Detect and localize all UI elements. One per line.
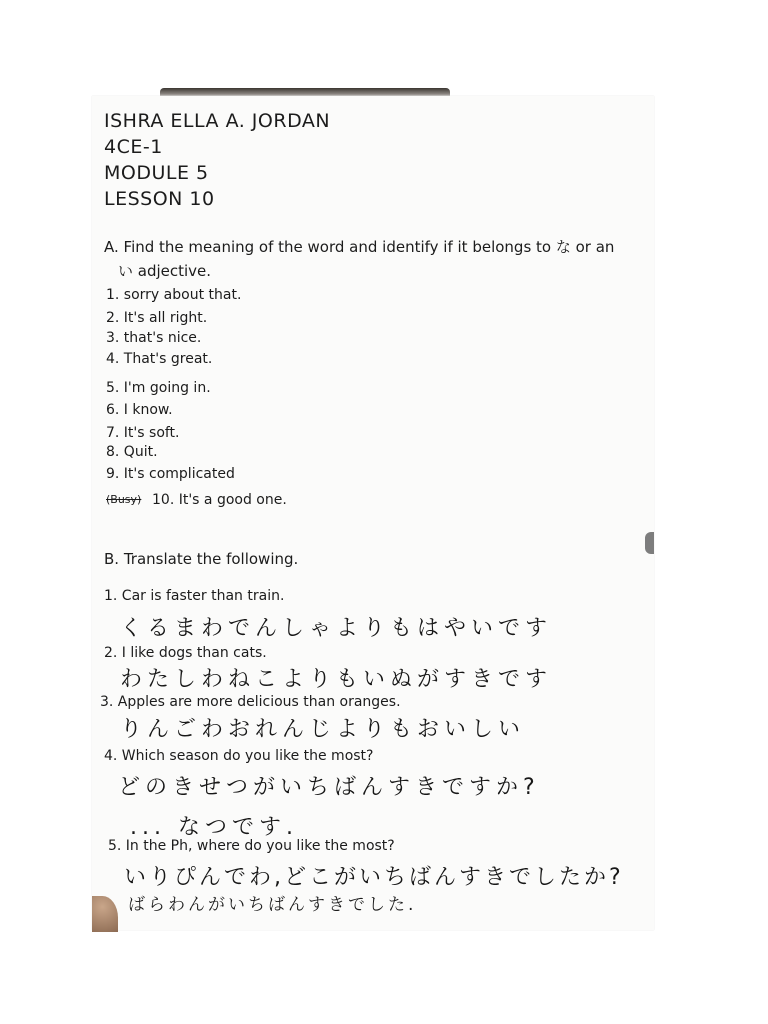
part-a-item-5: 5. I'm going in.	[106, 380, 211, 396]
part-b-answer-4: どのきせつがいちばんすきですか?	[118, 775, 540, 800]
part-b-answer-5-reply: ばらわんがいちばんすきでした.	[128, 895, 417, 915]
part-a-item-7: 7. It's soft.	[106, 425, 180, 441]
part-a-item-10-struck: (Busy)	[106, 493, 142, 506]
part-a-item-2: 2. It's all right.	[106, 310, 208, 326]
part-b-answer-1: くるまわでんしゃよりもはやいです	[120, 616, 553, 641]
page-edge-mark	[645, 532, 654, 554]
student-name: ISHRA ELLA A. JORDAN	[104, 110, 331, 132]
part-a-item-10: 10. It's a good one.	[152, 492, 287, 508]
part-b-answer-4-reply: ... なつです.	[130, 815, 298, 840]
part-b-answer-2: わたしわねこよりもいぬがすきです	[120, 667, 553, 692]
part-b-question-5: 5. In the Ph, where do you like the most?	[108, 838, 395, 854]
worksheet-page	[92, 96, 654, 930]
part-a-item-4: 4. That's great.	[106, 351, 213, 367]
part-b-answer-3: りんごわおれんじよりもおいしい	[120, 717, 526, 742]
part-b-question-1: 1. Car is faster than train.	[104, 588, 285, 604]
part-b-question-2: 2. I like dogs than cats.	[104, 645, 267, 661]
part-a-instruction-cont: い adjective.	[118, 262, 212, 280]
part-a-item-3: 3. that's nice.	[106, 330, 202, 346]
part-a-item-6: 6. I know.	[106, 402, 173, 418]
student-section: 4CE-1	[104, 136, 163, 158]
part-a-instruction: A. Find the meaning of the word and identify if it belongs to な or an	[104, 238, 615, 256]
part-b-question-4: 4. Which season do you like the most?	[104, 748, 374, 764]
part-a-item-9: 9. It's complicated	[106, 466, 235, 482]
module-label: MODULE 5	[104, 162, 209, 184]
part-b-instruction: B. Translate the following.	[104, 550, 299, 568]
part-a-item-1: 1. sorry about that.	[106, 287, 242, 303]
part-a-item-8: 8. Quit.	[106, 444, 158, 460]
part-b-answer-5: いりぴんでわ,どこがいちばんすきでしたか?	[124, 865, 624, 890]
part-b-question-3: 3. Apples are more delicious than oranges.	[100, 694, 401, 710]
lesson-label: LESSON 10	[104, 188, 215, 210]
